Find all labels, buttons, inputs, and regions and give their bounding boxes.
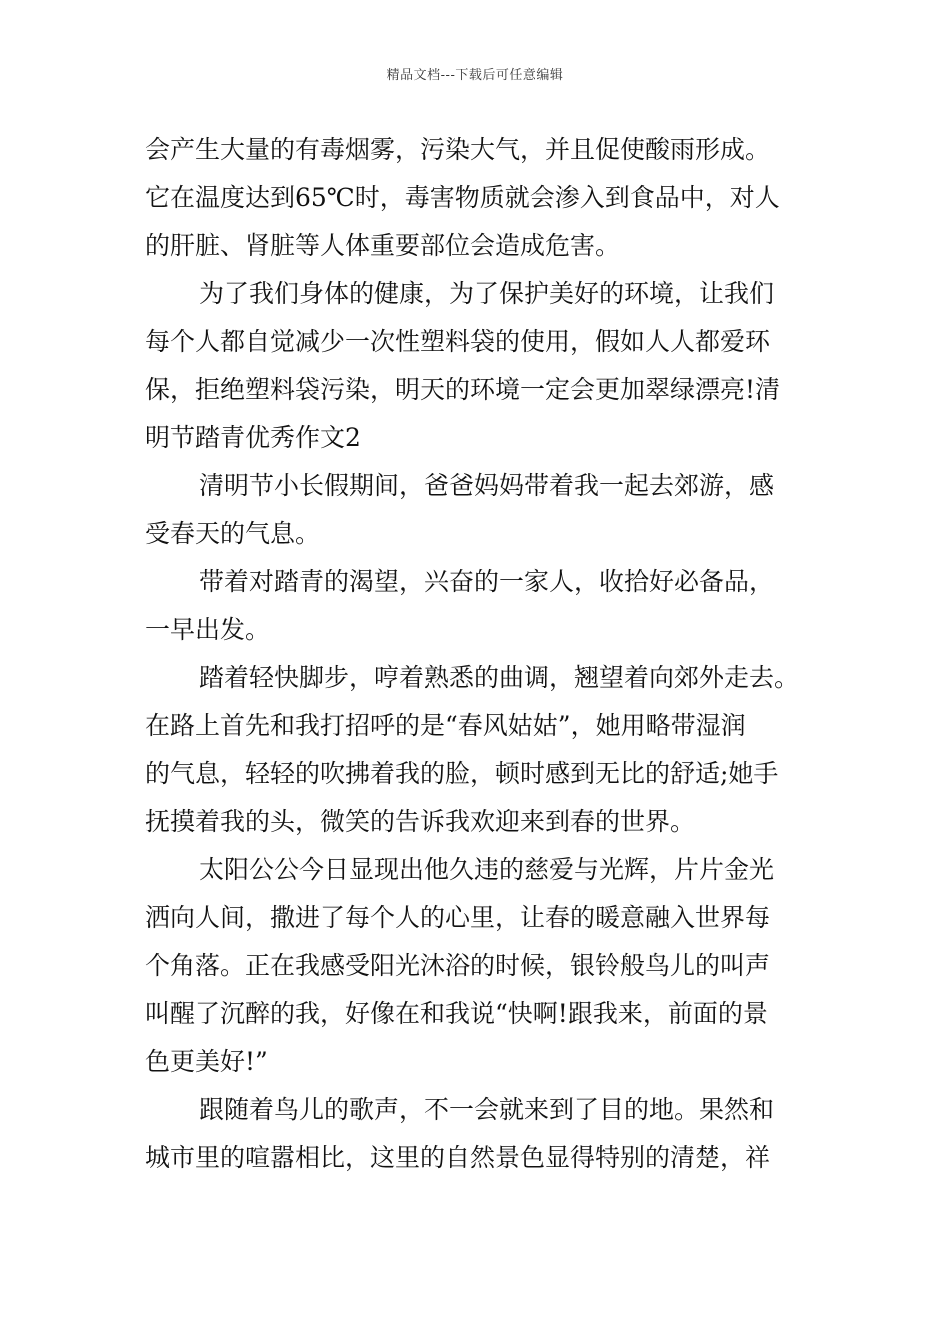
text-line: 踏着轻快脚步，哼着熟悉的曲调，翘望着向郊外走去。 bbox=[199, 663, 800, 692]
text-line: 洒向人间，撒进了每个人的心里，让春的暖意融入世界每 bbox=[145, 903, 771, 932]
text-line: 会产生大量的有毒烟雾，污染大气，并且促使酸雨形成。 bbox=[145, 135, 771, 164]
text-line: 明节踏青优秀作文2 bbox=[145, 423, 361, 452]
text-line: 在路上首先和我打招呼的是“春风姑姑”，她用略带湿润 bbox=[145, 711, 746, 740]
text-line: 太阳公公今日显现出他久违的慈爱与光辉，片片金光 bbox=[199, 855, 775, 884]
text-line: 为了我们身体的健康，为了保护美好的环境，让我们 bbox=[199, 279, 775, 308]
text-line: 跟随着鸟儿的歌声，不一会就来到了目的地。果然和 bbox=[199, 1095, 775, 1124]
text-line: 一早出发。 bbox=[145, 615, 271, 644]
text-line: 叫醒了沉醉的我，好像在和我说“快啊!跟我来，前面的景 bbox=[145, 999, 768, 1028]
text-line: 的肝脏、肾脏等人体重要部位会造成危害。 bbox=[145, 231, 621, 260]
text-line: 城市里的喧嚣相比，这里的自然景色显得特别的清楚，祥 bbox=[145, 1143, 771, 1172]
text-line: 每个人都自觉减少一次性塑料袋的使用，假如人人都爱环 bbox=[145, 327, 771, 356]
text-line: 它在温度达到65℃时，毒害物质就会渗入到食品中，对人 bbox=[145, 183, 780, 212]
page-header: 精品文档---下载后可任意编辑 bbox=[386, 68, 564, 83]
text-line: 受春天的气息。 bbox=[145, 519, 321, 548]
text-line: 的气息，轻轻的吹拂着我的脸，顿时感到无比的舒适;她手 bbox=[145, 759, 779, 788]
text-line: 个角落。正在我感受阳光沐浴的时候，银铃般鸟儿的叫声 bbox=[145, 951, 771, 980]
document-body bbox=[145, 126, 815, 1182]
text-line: 色更美好!” bbox=[145, 1047, 268, 1076]
text-line: 抚摸着我的头，微笑的告诉我欢迎来到春的世界。 bbox=[145, 807, 696, 836]
text-line: 清明节小长假期间，爸爸妈妈带着我一起去郊游，感 bbox=[199, 471, 775, 500]
text-line: 带着对踏青的渴望，兴奋的一家人，收拾好必备品， bbox=[199, 567, 775, 596]
text-line: 保，拒绝塑料袋污染，明天的环境一定会更加翠绿漂亮!清 bbox=[145, 375, 781, 404]
